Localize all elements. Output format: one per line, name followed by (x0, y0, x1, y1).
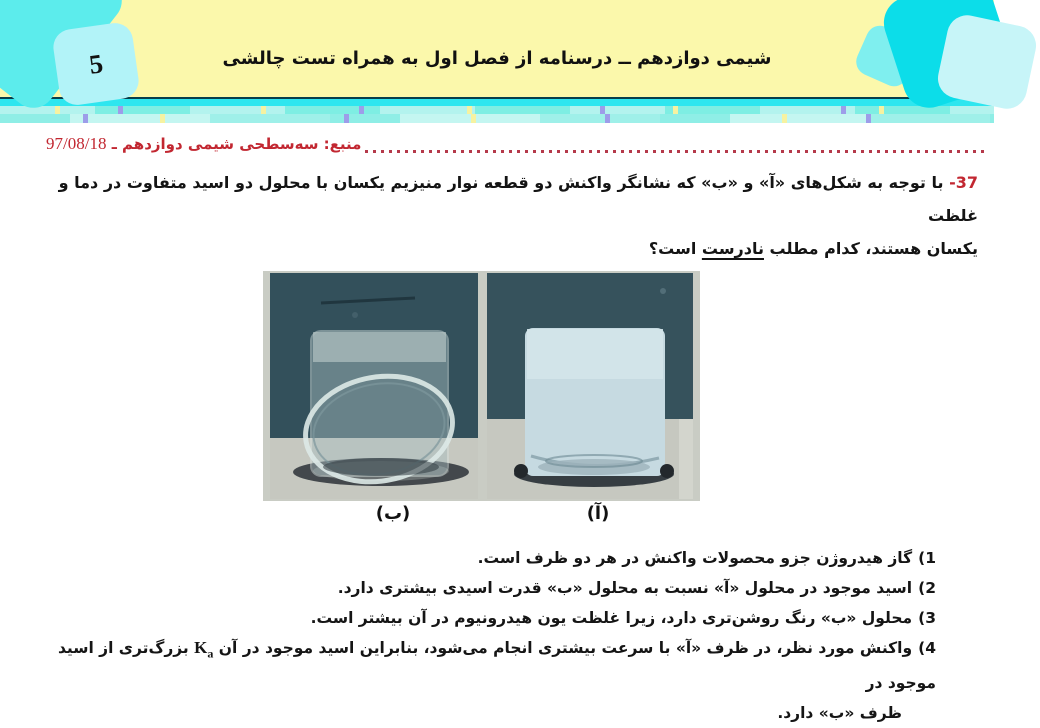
beakers-photo (263, 271, 700, 501)
caption-label-a: (آ) (586, 503, 610, 524)
option-row-1 (40, 543, 936, 573)
question-text-line1: با توجه به شکل‌های «آ» و «ب» که نشانگر واکنش دو قطعه نوار منیزیم یکسان با محلول دو اسید متفاوت در دما و غلظت (58, 173, 978, 225)
question-line-2 (46, 232, 978, 265)
caption-label-b: (ب) (375, 503, 411, 524)
question-block (46, 166, 978, 265)
option-1-text: گاز هیدروژن جزو محصولات واکنش در هر دو ظرف است. (477, 549, 913, 567)
ka-symbol (194, 638, 214, 661)
underlined-word: نادرست (701, 239, 764, 258)
source-line (46, 134, 988, 160)
mosaic-border-row3 (0, 114, 994, 123)
source-text (46, 134, 361, 154)
option-4-text-before-ka: واکنش مورد نظر، در ظرف «آ» با سرعت بیشتری انجام می‌شود، بنابراین اسید موجود در آن (213, 639, 913, 657)
mosaic-border-row1 (0, 99, 994, 106)
ka-subscript: a (207, 646, 214, 661)
option-2-text: اسید موجود در محلول «آ» نسبت به محلول «ب» قدرت اسیدی بیشتری دارد. (337, 579, 913, 597)
option-2-marker: 2) (918, 579, 936, 597)
question-line-1 (46, 166, 978, 232)
option-row-2 (40, 573, 936, 603)
option-4-continuation: ظرف «ب» دارد. (777, 704, 902, 723)
mosaic-border (0, 99, 994, 123)
options-list (0, 543, 994, 728)
option-4-marker: 4) (918, 639, 936, 657)
option-4-text-after-ka: بزرگ‌تری از اسید موجود در (57, 639, 936, 693)
question-number: 37- (949, 173, 978, 192)
source-label: منبع: سه‌سطحی شیمی دوازدهم ـ (111, 135, 362, 153)
beakers-photo-figure (263, 271, 700, 501)
ka-base: K (194, 638, 208, 657)
question-line2-prefix: یکسان هستند، کدام مطلب (763, 239, 978, 258)
right-beaker-panel (487, 273, 693, 499)
mosaic-border-row2 (0, 106, 994, 114)
option-3-text: محلول «ب» رنگ روشن‌تری دارد، زیرا غلظت یون هیدرونیوم در آن بیشتر است. (310, 609, 913, 627)
option-1-marker: 1) (918, 549, 936, 567)
page-number: 5 (87, 47, 105, 80)
option-row-3 (40, 603, 936, 633)
option-row-4 (40, 633, 936, 698)
page-title: شیمی دوازدهم ــ درسنامه از فصل اول به همراه تست چالشی (222, 48, 772, 69)
page-header (0, 0, 994, 97)
option-3-marker: 3) (918, 609, 936, 627)
question-line2-suffix: است؟ (648, 239, 702, 258)
source-date: 97/08/18 (46, 134, 107, 153)
dotted-leader (365, 150, 988, 153)
figure-captions (263, 501, 700, 531)
left-beaker-panel (270, 273, 478, 499)
